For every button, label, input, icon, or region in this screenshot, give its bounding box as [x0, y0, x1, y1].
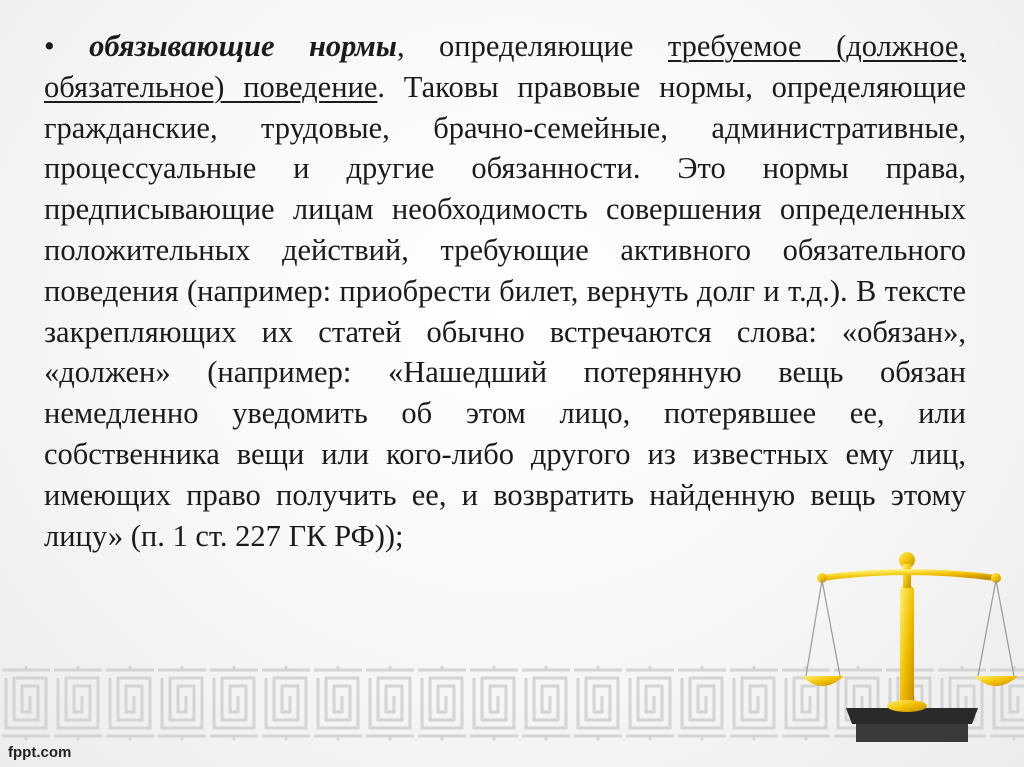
after-term-text: , определяющие [396, 29, 668, 63]
footer-label: fppt.com [8, 744, 72, 761]
term-obligating-norms: обязывающие нормы [89, 29, 397, 63]
obligating-norms-paragraph [44, 26, 966, 556]
scales-of-justice-icon [800, 548, 1022, 744]
underlined-phrase: требуемое (должное, обязательное) поведение [44, 29, 966, 104]
paragraph-body: . Таковы правовые нормы, определяющие гражданские, трудовые, брачно-семейные, административные, процессуальные и другие обязанности. Это нормы права, предписывающие лицам необходимость совершения определенных положительных действий, требующие активного обязательного поведения (например: приобрести билет, вернуть долг и т.д.). В тексте закрепляющих их статей обычно встречаются слова: «обязан», «должен» (например: «Нашедший потерянную вещь обязан немедленно уведомить об этом лицо, потерявшее ее, или собственника вещи или кого-либо другого из известных ему лиц, имеющих право получить ее, и возвратить найденную вещь этому лицу» (п. 1 ст. 227 ГК РФ)); [44, 69, 966, 553]
bullet: • [44, 29, 55, 63]
